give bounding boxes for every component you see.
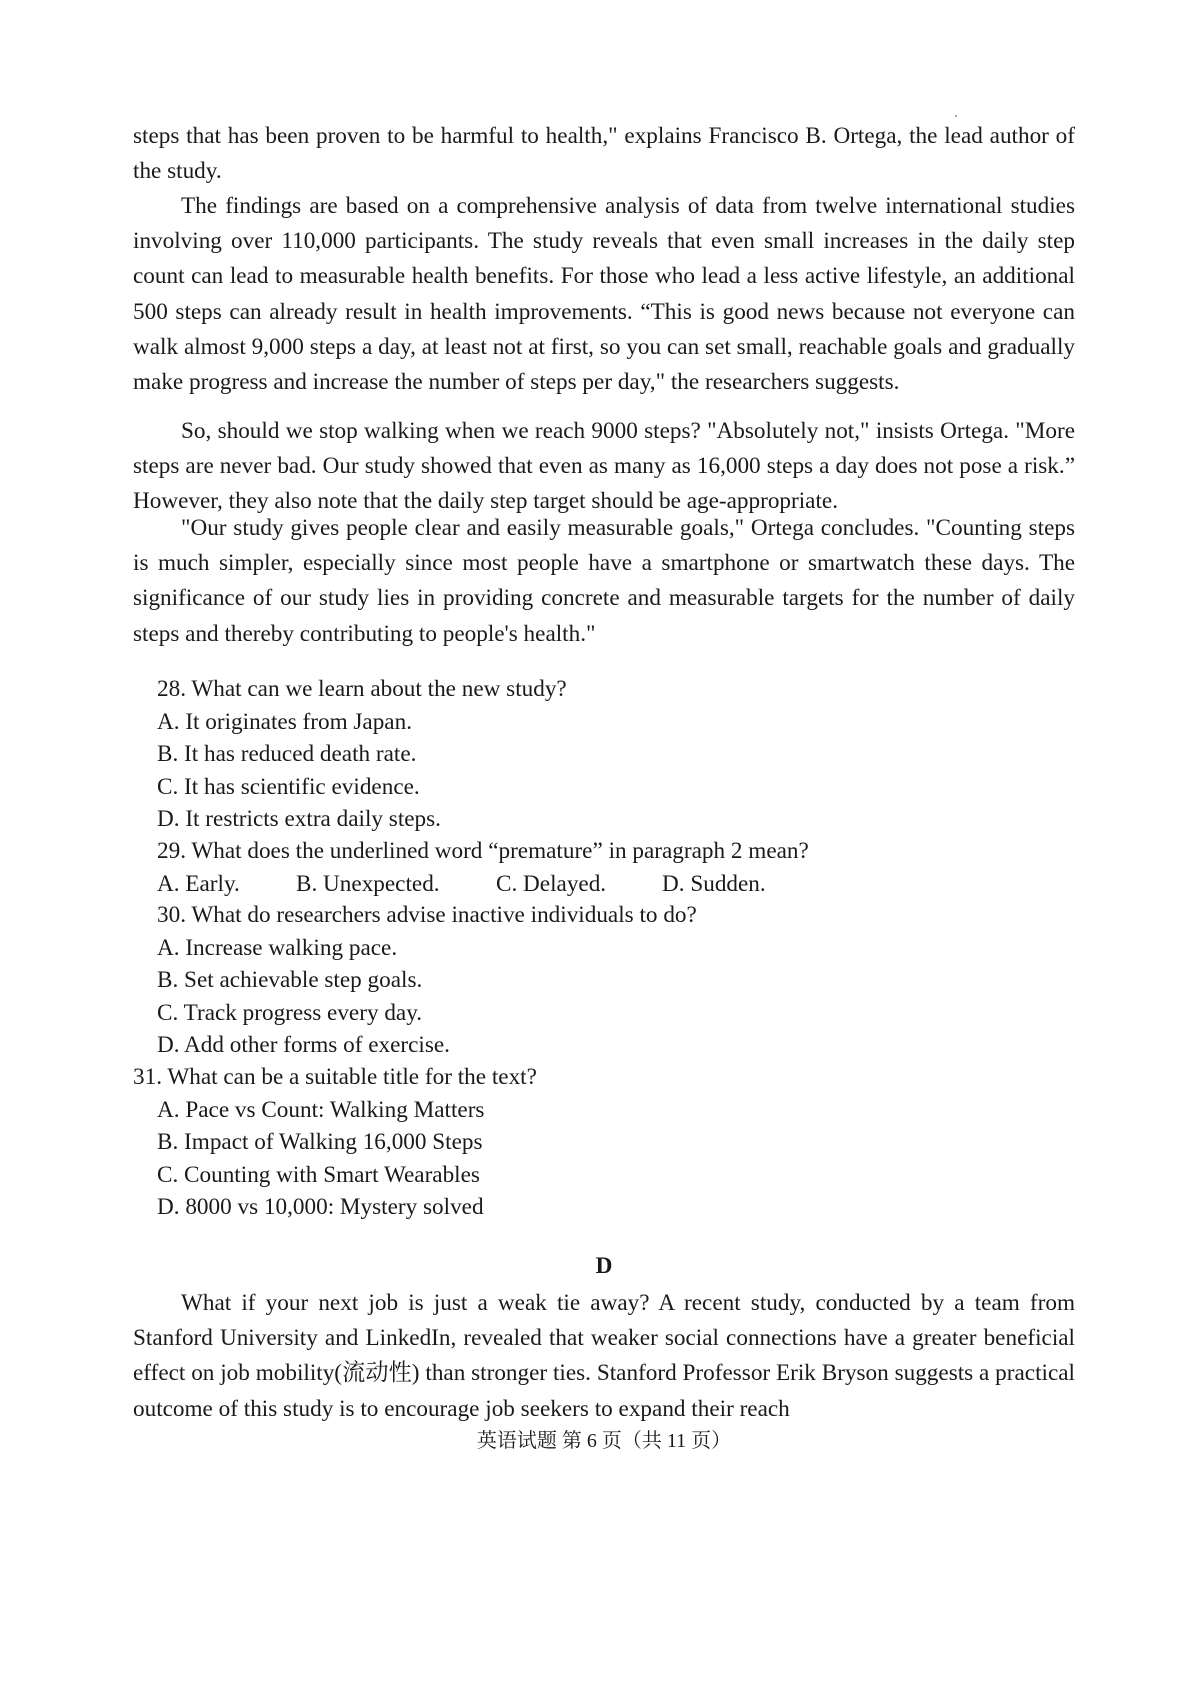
q29-option-a: A. Early. xyxy=(157,871,240,897)
section-d-heading: D xyxy=(595,1253,613,1279)
paragraph-continued: steps that has been proven to be harmful to health," explains Francisco B. Ortega, the lead author of the study. xyxy=(133,123,1075,185)
q31-option-a: A. Pace vs Count: Walking Matters xyxy=(157,1097,485,1123)
q30-option-b: B. Set achievable step goals. xyxy=(157,967,423,993)
paragraph-section-d: What if your next job is just a weak tie away? A recent study, conducted by a team from Stanford University and LinkedIn, revealed that weaker social connections have a greater beneficial effect on job mobility(流动性) than stronger ties. Stanford Professor Erik Bryson suggests a practical outcome of this study is to encourage job seekers to expand their reach xyxy=(133,1290,1075,1422)
paragraph-9000-steps: So, should we stop walking when we reach 9000 steps? "Absolutely not," insists Ortega. "More steps are never bad. Our study showed that even as many as 16,000 steps a day does not pose a risk.” However, they also note that the daily step target should be age-appropriate. xyxy=(133,418,1075,515)
q28-option-c: C. It has scientific evidence. xyxy=(157,774,420,800)
q29-option-d: D. Sudden. xyxy=(662,871,766,897)
q28-option-a: A. It originates from Japan. xyxy=(157,709,412,735)
paragraph-findings: The findings are based on a comprehensive analysis of data from twelve international studies involving over 110,000 participants. The study reveals that even small increases in the daily step count can lead to measurable health benefits. For those who lead a less active lifestyle, an additional 500 steps can already result in health improvements. “This is good news because not everyone can walk almost 9,000 steps a day, at least not at first, so you can set small, reachable goals and gradually make progress and increase the number of steps per day," the researchers suggests. xyxy=(133,193,1075,396)
q29-option-b: B. Unexpected. xyxy=(296,871,440,897)
q29-option-c: C. Delayed. xyxy=(496,871,607,897)
question-29: 29. What does the underlined word “premature” in paragraph 2 mean? xyxy=(157,838,809,864)
paragraph-conclusion: "Our study gives people clear and easily measurable goals," Ortega concludes. "Counting steps is much simpler, especially since most people have a smartphone or smartwatch these days. The significance of our study lies in providing concrete and measurable targets for the number of daily steps and thereby contributing to people's health." xyxy=(133,515,1075,647)
question-31: 31. What can be a suitable title for the text? xyxy=(133,1064,537,1090)
question-28: 28. What can we learn about the new study? xyxy=(157,676,567,702)
scan-speck xyxy=(955,115,957,117)
q31-option-b: B. Impact of Walking 16,000 Steps xyxy=(157,1129,483,1155)
page-footer: 英语试题 第 6 页（共 11 页） xyxy=(476,1430,732,1452)
q30-option-c: C. Track progress every day. xyxy=(157,1000,423,1026)
q30-option-a: A. Increase walking pace. xyxy=(157,935,398,961)
q28-option-b: B. It has reduced death rate. xyxy=(157,741,417,767)
q31-option-d: D. 8000 vs 10,000: Mystery solved xyxy=(157,1194,484,1220)
q30-option-d: D. Add other forms of exercise. xyxy=(157,1032,450,1058)
q29-options-row xyxy=(157,867,766,902)
question-30: 30. What do researchers advise inactive individuals to do? xyxy=(157,902,697,928)
q28-option-d: D. It restricts extra daily steps. xyxy=(157,806,441,832)
q31-option-c: C. Counting with Smart Wearables xyxy=(157,1162,480,1188)
